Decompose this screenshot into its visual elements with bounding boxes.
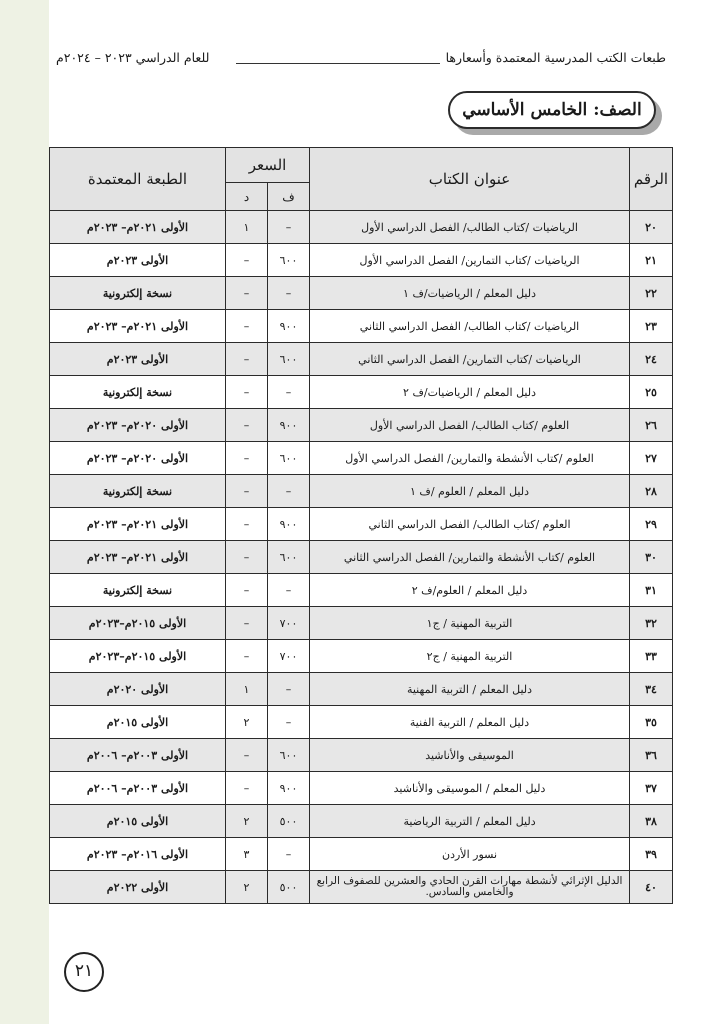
approved-edition: الأولى ٢٠٠٣م– ٢٠٠٦م <box>50 772 226 805</box>
table-row <box>50 277 673 310</box>
price-fils: – <box>268 211 310 244</box>
approved-edition: الأولى ٢٠٢٠م <box>50 673 226 706</box>
book-title: دليل المعلم / الرياضيات/ف ٢ <box>310 376 630 409</box>
table-row <box>50 310 673 343</box>
running-header <box>56 50 666 70</box>
book-title: الموسيقى والأناشيد <box>310 739 630 772</box>
table-row <box>50 805 673 838</box>
price-fils: ٥٠٠ <box>268 871 310 904</box>
row-number: ٣٢ <box>630 607 673 640</box>
row-number: ٣٧ <box>630 772 673 805</box>
table-row <box>50 706 673 739</box>
row-number: ٢١ <box>630 244 673 277</box>
price-dinar: ٢ <box>226 706 268 739</box>
table-row <box>50 508 673 541</box>
table-row <box>50 244 673 277</box>
approved-edition: نسخة إلكترونية <box>50 574 226 607</box>
price-dinar: – <box>226 244 268 277</box>
row-number: ٢٥ <box>630 376 673 409</box>
price-dinar: – <box>226 574 268 607</box>
row-number: ٣١ <box>630 574 673 607</box>
table-row <box>50 211 673 244</box>
book-title: دليل المعلم / العلوم /ف ١ <box>310 475 630 508</box>
book-title: العلوم /كتاب الطالب/ الفصل الدراسي الثاني <box>310 508 630 541</box>
row-number: ٣٩ <box>630 838 673 871</box>
table-row <box>50 871 673 904</box>
approved-edition: الأولى ٢٠١٥م <box>50 805 226 838</box>
book-title: دليل المعلم / العلوم/ف ٢ <box>310 574 630 607</box>
approved-edition: الأولى ٢٠١٦م– ٢٠٢٣م <box>50 838 226 871</box>
approved-edition: الأولى ٢٠٢١م– ٢٠٢٣م <box>50 310 226 343</box>
price-fils: ٩٠٠ <box>268 772 310 805</box>
price-fils: – <box>268 838 310 871</box>
books-table <box>49 147 673 904</box>
row-number: ٣٤ <box>630 673 673 706</box>
price-fils: ٩٠٠ <box>268 508 310 541</box>
price-fils: – <box>268 376 310 409</box>
price-fils: ٦٠٠ <box>268 343 310 376</box>
table-row <box>50 838 673 871</box>
price-fils: ٩٠٠ <box>268 310 310 343</box>
row-number: ٢٦ <box>630 409 673 442</box>
price-dinar: – <box>226 310 268 343</box>
approved-edition: الأولى ٢٠٢١م– ٢٠٢٣م <box>50 211 226 244</box>
row-number: ٣٨ <box>630 805 673 838</box>
price-fils: ٧٠٠ <box>268 607 310 640</box>
price-fils: – <box>268 277 310 310</box>
price-dinar: – <box>226 508 268 541</box>
price-fils: ٧٠٠ <box>268 640 310 673</box>
book-title: الرياضيات /كتاب التمارين/ الفصل الدراسي الأول <box>310 244 630 277</box>
price-dinar: ٢ <box>226 805 268 838</box>
column-header-dinar: د <box>226 183 268 211</box>
book-title: دليل المعلم / الرياضيات/ف ١ <box>310 277 630 310</box>
row-number: ٢٠ <box>630 211 673 244</box>
book-title: الدليل الإثرائي لأنشطة مهارات القرن الحادي والعشرين للصفوف الرابع والخامس والسادس. <box>310 871 630 904</box>
book-title: دليل المعلم / الموسيقى والأناشيد <box>310 772 630 805</box>
table-row <box>50 343 673 376</box>
table-row <box>50 475 673 508</box>
approved-edition: الأولى ٢٠٢٠م– ٢٠٢٣م <box>50 442 226 475</box>
approved-edition: الأولى ٢٠١٥م–٢٠٢٣م <box>50 640 226 673</box>
price-dinar: – <box>226 442 268 475</box>
price-fils: – <box>268 673 310 706</box>
price-dinar: – <box>226 376 268 409</box>
table-body <box>50 211 673 904</box>
table-row <box>50 376 673 409</box>
approved-edition: الأولى ٢٠٢٣م <box>50 343 226 376</box>
book-title: الرياضيات /كتاب التمارين/ الفصل الدراسي الثاني <box>310 343 630 376</box>
price-dinar: – <box>226 772 268 805</box>
price-dinar: ٣ <box>226 838 268 871</box>
price-dinar: – <box>226 475 268 508</box>
approved-edition: الأولى ٢٠١٥م <box>50 706 226 739</box>
approved-edition: نسخة إلكترونية <box>50 475 226 508</box>
price-fils: ٦٠٠ <box>268 244 310 277</box>
price-dinar: – <box>226 343 268 376</box>
approved-edition: الأولى ٢٠٢٣م <box>50 244 226 277</box>
book-title: العلوم /كتاب الطالب/ الفصل الدراسي الأول <box>310 409 630 442</box>
book-title: الرياضيات /كتاب الطالب/ الفصل الدراسي الثاني <box>310 310 630 343</box>
price-dinar: ١ <box>226 211 268 244</box>
table-row <box>50 442 673 475</box>
price-fils: – <box>268 706 310 739</box>
column-header-title: عنوان الكتاب <box>310 148 630 211</box>
column-header-fils: ف <box>268 183 310 211</box>
table-row <box>50 640 673 673</box>
price-dinar: – <box>226 607 268 640</box>
row-number: ٢٤ <box>630 343 673 376</box>
book-title: نسور الأردن <box>310 838 630 871</box>
row-number: ٣٣ <box>630 640 673 673</box>
table-row <box>50 409 673 442</box>
approved-edition: الأولى ٢٠٢١م– ٢٠٢٣م <box>50 541 226 574</box>
table-row <box>50 574 673 607</box>
header-school-year: للعام الدراسي ٢٠٢٣ – ٢٠٢٤م <box>56 50 210 65</box>
price-dinar: – <box>226 541 268 574</box>
approved-edition: نسخة إلكترونية <box>50 277 226 310</box>
page-margin-strip <box>0 0 49 1024</box>
header-rule <box>236 63 440 64</box>
book-title: دليل المعلم / التربية الرياضية <box>310 805 630 838</box>
approved-edition: نسخة إلكترونية <box>50 376 226 409</box>
header-book-title: طبعات الكتب المدرسية المعتمدة وأسعارها <box>445 50 666 65</box>
column-header-price: السعر <box>226 148 310 183</box>
row-number: ٢٣ <box>630 310 673 343</box>
column-header-number: الرقم <box>630 148 673 211</box>
price-fils: ٥٠٠ <box>268 805 310 838</box>
book-title: دليل المعلم / التربية الفنية <box>310 706 630 739</box>
price-dinar: – <box>226 640 268 673</box>
price-fils: – <box>268 475 310 508</box>
approved-edition: الأولى ٢٠٢٠م– ٢٠٢٣م <box>50 409 226 442</box>
row-number: ٣٦ <box>630 739 673 772</box>
row-number: ٤٠ <box>630 871 673 904</box>
page-number: ٢١ <box>64 952 104 992</box>
row-number: ٣٥ <box>630 706 673 739</box>
approved-edition: الأولى ٢٠٢١م– ٢٠٢٣م <box>50 508 226 541</box>
price-dinar: – <box>226 739 268 772</box>
price-dinar: ٢ <box>226 871 268 904</box>
book-title: العلوم /كتاب الأنشطة والتمارين/ الفصل الدراسي الأول <box>310 442 630 475</box>
price-dinar: – <box>226 277 268 310</box>
approved-edition: الأولى ٢٠٢٢م <box>50 871 226 904</box>
table-row <box>50 739 673 772</box>
row-number: ٢٢ <box>630 277 673 310</box>
price-fils: ٦٠٠ <box>268 442 310 475</box>
grade-label: الصف: الخامس الأساسي <box>448 91 656 129</box>
price-dinar: ١ <box>226 673 268 706</box>
table-row <box>50 607 673 640</box>
price-fils: – <box>268 574 310 607</box>
book-title: الرياضيات /كتاب الطالب/ الفصل الدراسي الأول <box>310 211 630 244</box>
book-title: العلوم /كتاب الأنشطة والتمارين/ الفصل الدراسي الثاني <box>310 541 630 574</box>
row-number: ٢٨ <box>630 475 673 508</box>
book-title: دليل المعلم / التربية المهنية <box>310 673 630 706</box>
approved-edition: الأولى ٢٠١٥م–٢٠٢٣م <box>50 607 226 640</box>
table-row <box>50 541 673 574</box>
table-row <box>50 772 673 805</box>
price-fils: ٦٠٠ <box>268 541 310 574</box>
price-dinar: – <box>226 409 268 442</box>
column-header-edition: الطبعة المعتمدة <box>50 148 226 211</box>
price-fils: ٦٠٠ <box>268 739 310 772</box>
row-number: ٢٧ <box>630 442 673 475</box>
row-number: ٣٠ <box>630 541 673 574</box>
book-title: التربية المهنية / ج١ <box>310 607 630 640</box>
approved-edition: الأولى ٢٠٠٣م– ٢٠٠٦م <box>50 739 226 772</box>
table-row <box>50 673 673 706</box>
price-fils: ٩٠٠ <box>268 409 310 442</box>
book-title: التربية المهنية / ج٢ <box>310 640 630 673</box>
row-number: ٢٩ <box>630 508 673 541</box>
